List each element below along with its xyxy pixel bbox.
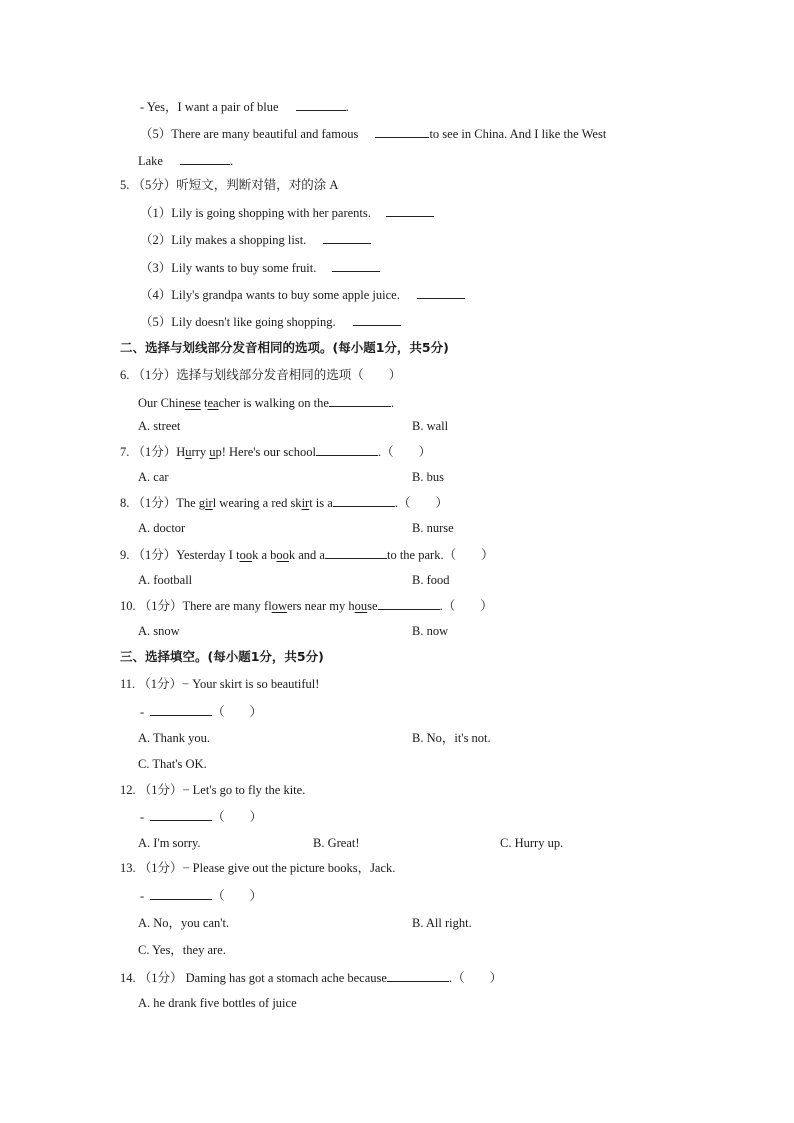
answer-blank[interactable] <box>316 443 378 456</box>
q6-stem: 6. （1分）选择与划线部分发音相同的选项（ ） <box>120 368 402 382</box>
q12-option-b[interactable]: B. Great! <box>313 836 360 850</box>
q7-stem: 7. （1分）Hurry up! Here's our school .（ ） <box>120 445 432 459</box>
q4-item4: - Yes，I want a pair of blue . <box>140 100 349 114</box>
q4-item5-text: （5）There are many beautiful and famous <box>140 127 359 141</box>
answer-blank[interactable] <box>329 394 391 407</box>
q5-item-3 <box>140 259 380 276</box>
q11-option-b[interactable]: B. No，it's not. <box>412 731 491 745</box>
underlined-part: ir <box>205 496 213 510</box>
q5-item-1 <box>140 204 434 221</box>
q5-stem: 5. （5分）听短文，判断对错，对的涂 A <box>120 178 339 192</box>
q7-option-a[interactable]: A. car <box>138 470 169 484</box>
q4-item5 <box>140 125 606 142</box>
q6-option-a[interactable]: A. street <box>138 419 181 433</box>
q13-option-a[interactable]: A. No，you can't. <box>138 916 230 930</box>
answer-blank[interactable] <box>325 546 387 559</box>
q12-response: - （ ） <box>140 810 263 824</box>
q8-option-b[interactable]: B. nurse <box>412 521 454 535</box>
q11-option-a[interactable]: A. Thank you. <box>138 731 210 745</box>
underlined-part: oo <box>239 548 253 562</box>
q4-item5-tail: Lake <box>138 154 163 168</box>
answer-paren[interactable]: （ ） <box>212 810 263 824</box>
q6-option-b[interactable]: B. wall <box>412 419 449 433</box>
q12-option-c[interactable]: C. Hurry up. <box>500 836 564 850</box>
q7-option-b[interactable]: B. bus <box>412 470 444 484</box>
answer-paren[interactable]: （ ） <box>212 705 263 719</box>
answer-blank[interactable] <box>386 204 434 217</box>
underlined-part: oo <box>276 548 289 562</box>
q12-option-a[interactable]: A. I'm sorry. <box>138 836 201 850</box>
q5-item-text: （3）Lily wants to buy some fruit. <box>140 261 317 275</box>
q11-stem: 11. （1分）− Your skirt is so beautiful! <box>120 677 320 691</box>
q10-stem: 10. （1分）There are many flowers near my house .（ ） <box>120 599 493 613</box>
answer-blank[interactable] <box>323 231 371 244</box>
q11-response: - （ ） <box>140 705 263 719</box>
q5-item-2 <box>140 231 371 248</box>
answer-paren[interactable]: （ ） <box>212 889 263 903</box>
q4-item5-line2: Lake . <box>138 154 234 168</box>
answer-blank[interactable] <box>417 286 465 299</box>
underlined-part: ir <box>301 496 310 510</box>
answer-blank[interactable] <box>332 259 380 272</box>
q13-stem: 13. （1分）− Please give out the picture books，Jack. <box>120 861 396 875</box>
q11-option-c[interactable]: C. That's OK. <box>138 757 207 771</box>
q5-item-text: （4）Lily's grandpa wants to buy some apple juice. <box>140 288 400 302</box>
answer-blank[interactable] <box>150 808 212 821</box>
answer-blank[interactable] <box>150 887 212 900</box>
q14-stem: 14. （1分） Daming has got a stomach ache because .（ ） <box>120 971 503 985</box>
q12-stem: 12. （1分）− Let's go to fly the kite. <box>120 783 306 797</box>
q9-stem: 9. （1分）Yesterday I took a book and a to the park.（ ） <box>120 548 494 562</box>
answer-blank[interactable] <box>378 597 440 610</box>
q9-option-a[interactable]: A. football <box>138 573 193 587</box>
q5-item-text: （1）Lily is going shopping with her parents. <box>140 206 371 220</box>
answer-blank[interactable] <box>333 494 395 507</box>
q6-sentence: Our Chinese teacher is walking on the . <box>138 396 395 410</box>
q5-item-text: （5）Lily doesn't like going shopping. <box>140 315 336 329</box>
underlined-part: ou <box>354 599 368 613</box>
q5-item-5 <box>140 313 401 330</box>
q10-option-a[interactable]: A. snow <box>138 624 180 638</box>
q4-item5-mid: to see in China. And I like the West <box>429 127 607 141</box>
q10-option-b[interactable]: B. now <box>412 624 449 638</box>
underlined-part: u <box>185 445 192 459</box>
q5-item-text: （2）Lily makes a shopping list. <box>140 233 307 247</box>
underlined-part: ea <box>207 396 219 410</box>
q9-option-b[interactable]: B. food <box>412 573 450 587</box>
q14-option-a[interactable]: A. he drank five bottles of juice <box>138 996 297 1010</box>
q13-option-c[interactable]: C. Yes，they are. <box>138 943 226 957</box>
section3-heading: 三、选择填空。(每小题1分，共5分) <box>120 649 324 664</box>
q8-stem: 8. （1分）The girl wearing a red skirt is a .（ ） <box>120 496 448 510</box>
underlined-part: ese <box>184 396 201 410</box>
answer-blank[interactable] <box>296 98 346 111</box>
answer-blank[interactable] <box>387 969 449 982</box>
answer-blank[interactable] <box>180 152 230 165</box>
q13-response: - （ ） <box>140 889 263 903</box>
underlined-part: u <box>209 445 216 459</box>
answer-blank[interactable] <box>150 703 212 716</box>
q5-item-4 <box>140 286 465 303</box>
q4-item4-text: - Yes，I want a pair of blue <box>140 100 279 114</box>
q13-option-b[interactable]: B. All right. <box>412 916 472 930</box>
q8-option-a[interactable]: A. doctor <box>138 521 186 535</box>
answer-blank[interactable] <box>353 313 401 326</box>
section2-heading: 二、选择与划线部分发音相同的选项。(每小题1分，共5分) <box>120 340 449 355</box>
underlined-part: ow <box>271 599 287 613</box>
answer-blank[interactable] <box>375 125 429 138</box>
